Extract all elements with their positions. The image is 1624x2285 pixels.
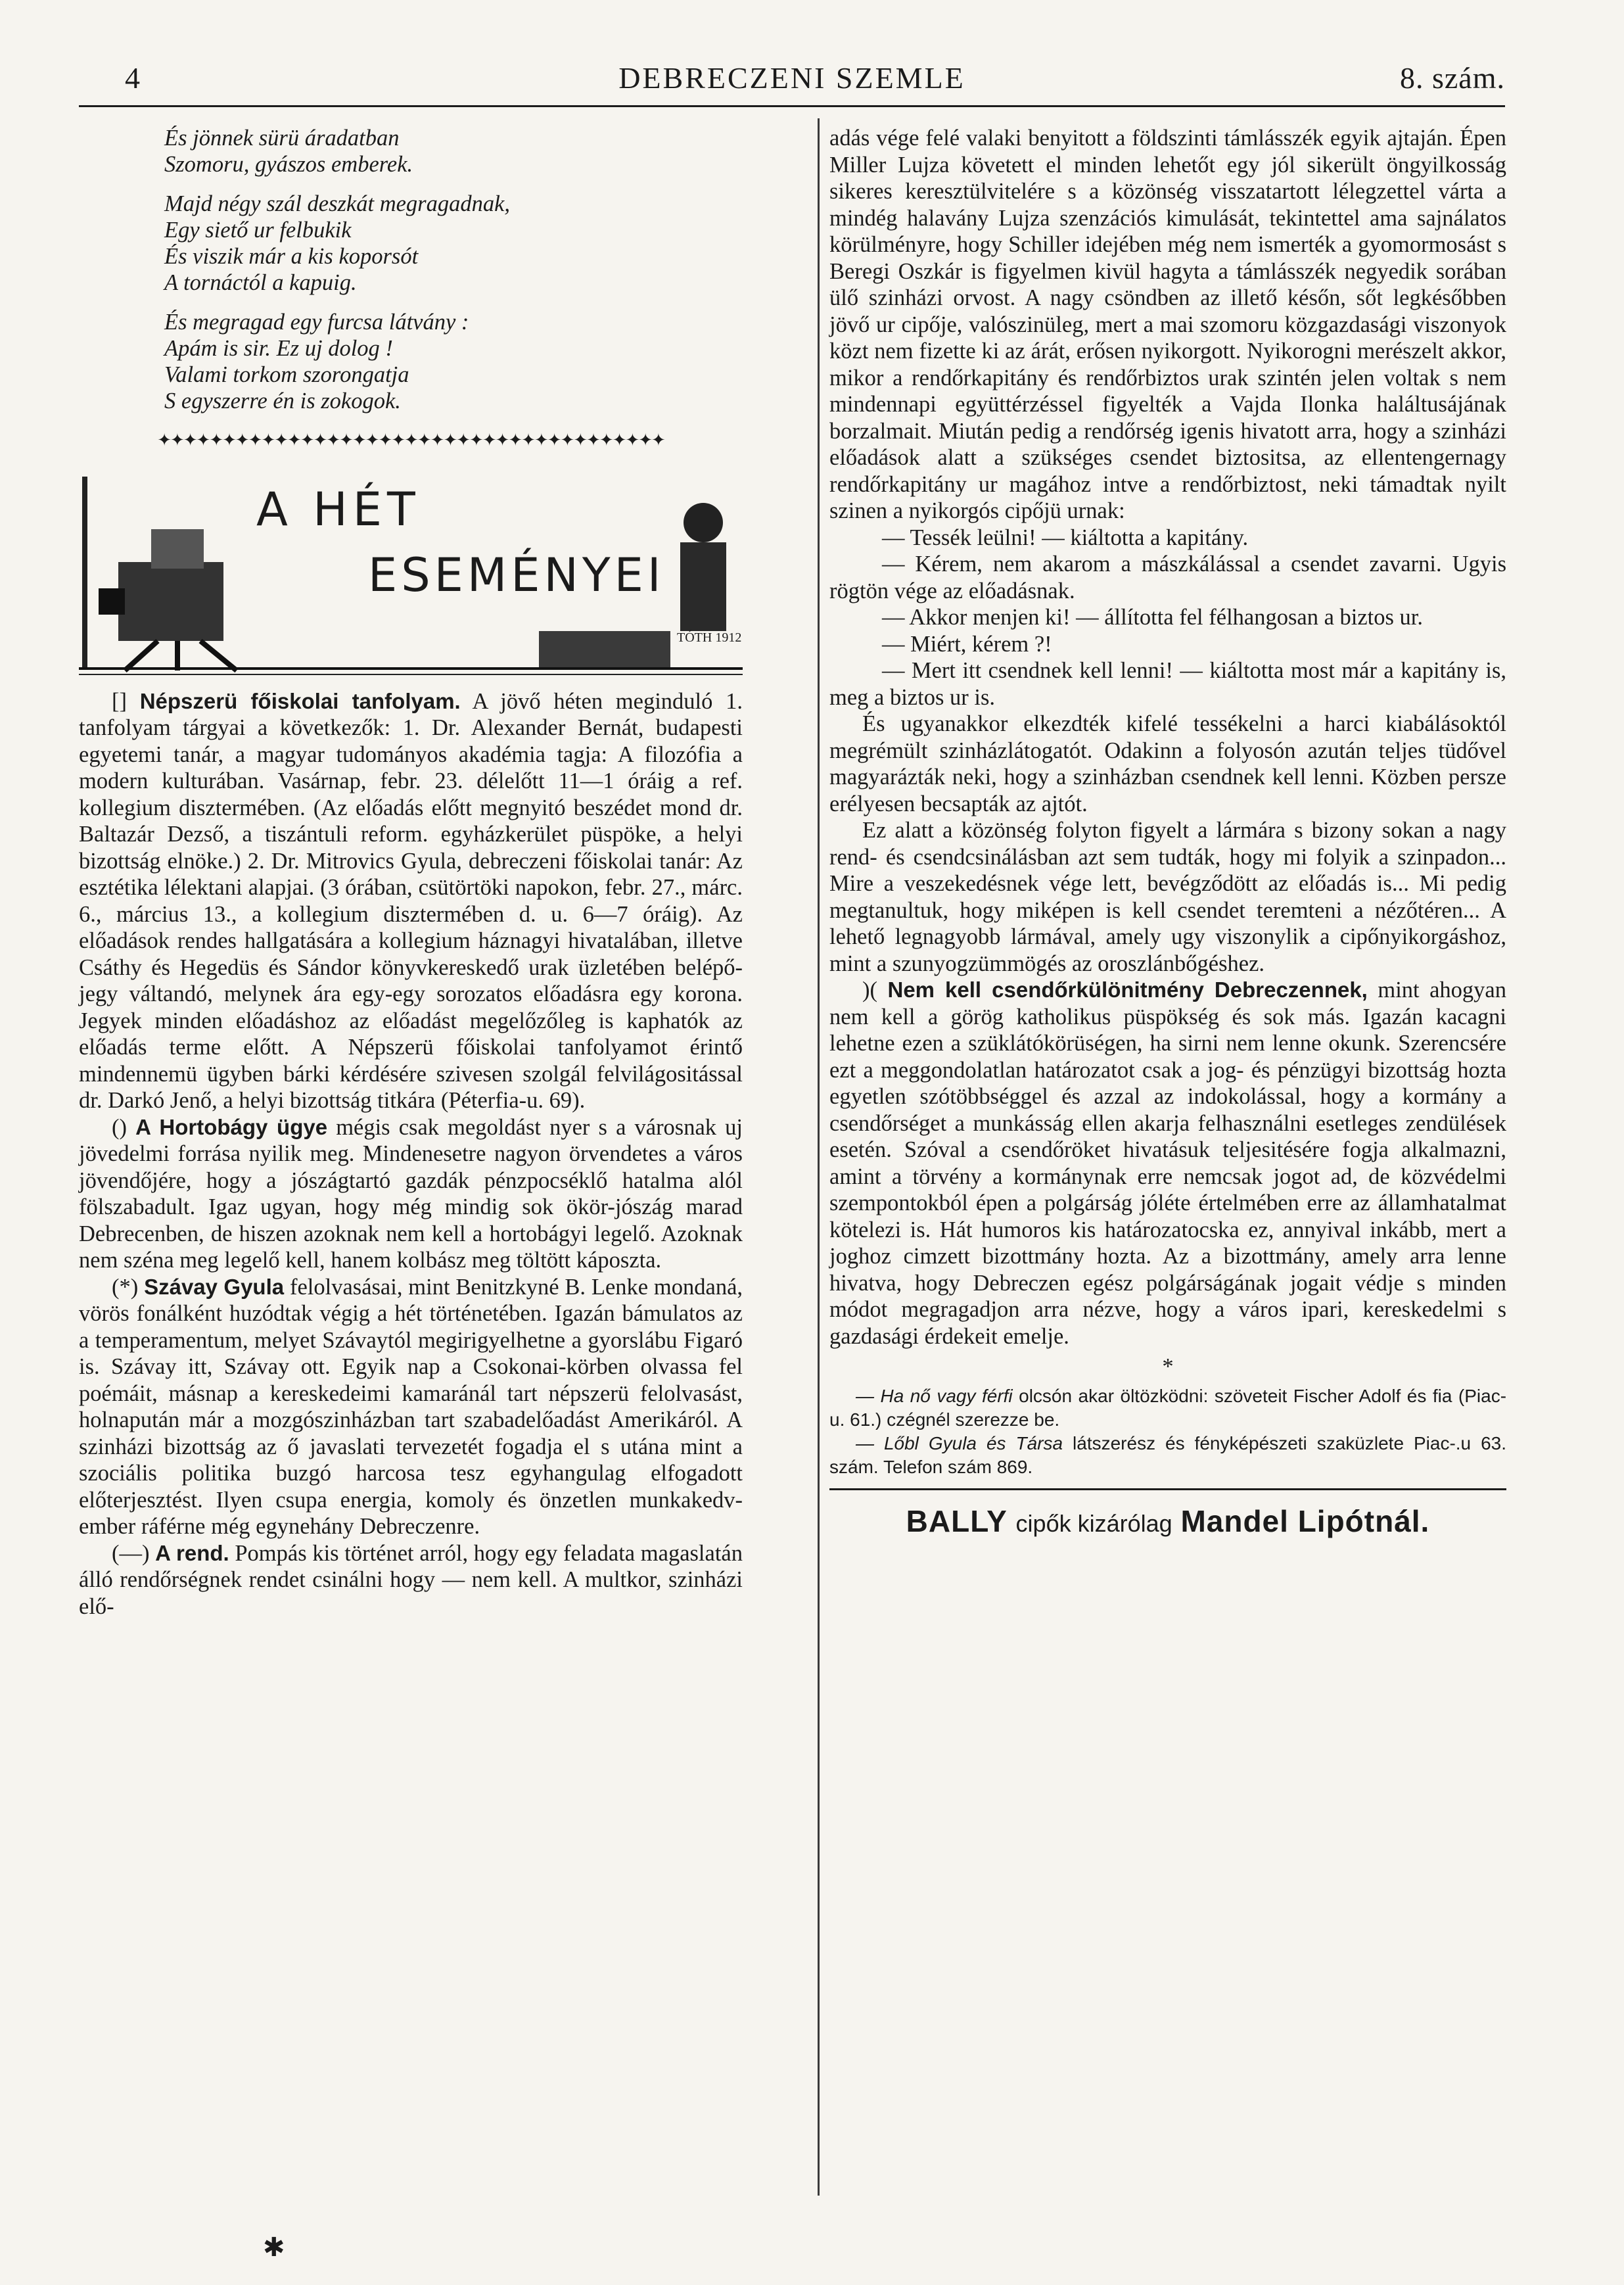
dialog-line: — Miért, kérem ?! — [882, 631, 1052, 657]
dialog-line: — Mert itt csendnek kell lenni! — kiáltotta most már a kapitány is, meg a biztos ur is. — [829, 658, 1506, 710]
ad-body: olcsón akar öltözködni: szöveteit Fischer Adolf és fia (Piac-u. 61.) czégnél szerezze be. — [829, 1385, 1507, 1430]
section-banner — [79, 463, 743, 675]
poem-stanza — [164, 125, 743, 177]
newspaper-title: DEBRECZENI SZEMLE — [618, 61, 965, 95]
bally-text: cipők kizárólag — [1015, 1509, 1172, 1537]
camera-icon — [118, 562, 223, 641]
desk-icon — [539, 631, 670, 667]
issue-number: 8. szám. — [1399, 61, 1505, 95]
article-mark: )( — [862, 978, 877, 1002]
article-body: Pompás kis történet arról, hogy egy feladata magaslatán álló rendőrségnek rendet csinálni hogy — nem kell. A multkor, szinházi elő- — [79, 1540, 743, 1619]
poem-line: És megragad egy furcsa látvány : — [164, 310, 469, 335]
poem-line: S egyszerre én is zokogok. — [164, 389, 401, 413]
left-column — [79, 125, 743, 1620]
paragraph: Ez alatt a közönség folyton figyelt a lármára s bizony sokan a nagy rend- és csendcsinálásban azt sem tudták, hogy mi folyik a szinpadon... Mire a veszekedésnek vége lett, bevégződött az előadás is... Mi pedig megtanultuk, hogy miképen is kell csendet teremteni a nézőtéren... A lehető legnagyobb lármával, amely ugy viszonylik a cipőnyikorgáshoz, mint a szunyogzümmögés az oroszlánbőgéshez. — [829, 818, 1506, 976]
poem-line: Majd négy szál deszkát megragadnak, — [164, 191, 511, 216]
dialog-line: — Tessék leülni! — kiáltotta a kapitány. — [882, 525, 1249, 550]
ad-lead: — Ha nő vagy férfi — [856, 1385, 1013, 1406]
figure-body-icon — [680, 542, 726, 641]
page-number: 4 — [125, 61, 141, 95]
article-mark: [] — [112, 688, 127, 714]
ad-lobl — [829, 1432, 1506, 1479]
poem-stanza — [164, 309, 743, 414]
article-lead: A Hortobágy ügye — [135, 1114, 328, 1139]
article-body: mégis csak megoldást nyer s a városnak uj jövedelmi forrása nyilik meg. Mindenesetre nagyon örvendetes a város jövendőjére, hogy a jószágtartó gazdák pénzpocséklő hatalma alól fölszabadult. Igaz ugyan, hogy még mindig sok ökör-jószág marad Debrecenben, de hiszen azoknak nem kell a hortobágyi legelő. Azoknak nem széna meg legelő kell, hanem kolbász meg töltött káposzta. — [79, 1114, 743, 1273]
ad-bally — [829, 1503, 1506, 1542]
article-mark: (*) — [112, 1274, 139, 1300]
advertisements — [829, 1384, 1506, 1479]
figure-head-icon — [684, 503, 723, 542]
article-lead: A rend. — [155, 1540, 229, 1565]
article-lead: Szávay Gyula — [144, 1274, 285, 1299]
section-star: * — [1162, 1354, 1174, 1379]
poem-line: Valami torkom szorongatja — [164, 362, 409, 387]
ad-body: látszerész és fényképészeti szaküzlete Piac-.u 63. szám. Telefon szám 869. — [829, 1432, 1507, 1477]
article-mark: () — [112, 1114, 127, 1140]
article-lead: Nem kell csendőrkülönitmény Debreczennek, — [887, 978, 1368, 1002]
article-csendor — [829, 977, 1506, 1350]
poem-line: És viszik már a kis koporsót — [164, 244, 419, 269]
page-header — [79, 60, 1505, 106]
article-hortobagy — [79, 1114, 743, 1274]
bally-shop: Mandel Lipótnál. — [1180, 1503, 1430, 1538]
poem-line: És jönnek sürü áradatban — [164, 126, 400, 151]
article-lead: Népszerü főiskolai tanfolyam. — [139, 688, 461, 713]
article-body: mint ahogyan nem kell a görög katholikus püspökség és sok más. Igazán kacagni lehetne ezen a szüklátókörüségen, ha sirni nem lenne okunk. Szerencsére ezt a meggondolatlan határozatot csak a jog- és pénzügyi bizottság hozta egyetlen szótöbbséggel és azzal az indokolással, hogy a kormány a csendőrséget a munkásság ellen akarja felhasználni esetleges zendülések esetén. Szóval a csendőröket hivatásuk teljesitésére fogja alkalmazni, amint a törvény a kormánynak erre nemcsak jogot ad, de közvédelmi szempontokból épen a polgárság jóléte értelmében erre az államhatalmat kötelezi is. Hát humoros kis határozatocska ez, annyival inkább, mert a joghoz cimzett bizottmány hozta. Az a bizottmány, amely arra lenne hivatva, hogy Debreczen egész polgárságának jogait védje s minden módot megragadjon arra nézve, hogy a város ipari, kereskedelmi s gazdasági érdekeit emelje. — [829, 978, 1506, 1349]
printer-mark-icon: ✱ — [263, 2232, 285, 2262]
right-column — [829, 125, 1506, 1542]
paragraph: És ugyanakkor elkezdték kifelé tessékelni a harci kiabálásoktól megrémült szinházlátogatót. Odakinn a folyosón azután teljes tüdővel magyarázták neki, hogy a szinházban csendnek kell lenni. Közben persze erélyesen becsapták az ajtót. — [829, 711, 1506, 816]
illustrator-signature: TÓTH 1912 — [677, 630, 742, 645]
article-mark: (—) — [112, 1540, 150, 1566]
column-divider — [818, 118, 820, 2196]
dialog-line: — Kérem, nem akarom a mászkálással a csendet zavarni. Ugyis rögtön vége az előadásnak. — [829, 552, 1506, 603]
poem-line: Egy siető ur felbukik — [164, 218, 352, 243]
article-szavay — [79, 1274, 743, 1540]
banner-left-border — [82, 477, 87, 667]
header-rule — [79, 105, 1505, 107]
bally-brand: BALLY — [906, 1503, 1008, 1538]
poem-stanza — [164, 191, 743, 296]
poem — [164, 125, 743, 414]
ad-rule — [829, 1488, 1506, 1490]
article-body: A jövő héten meginduló 1. tanfolyam tárgyai a következők: 1. Dr. Alexander Bernát, budapesti egyetemi tanár, a magyar tudományos akadémia tagja: A filozófia a modern kulturában. Vasárnap, febr. 23. délelőtt 11—1 óráig a ref. kollegium disztermében. (Az előadás előtt megnyitó beszédet mond dr. Baltazár Dezső, a tiszántuli reform. egyházkerület püspöke, a helyi bizottság elnöke.) 2. Dr. Mitrovics Gyula, debreczeni főiskolai tanár: Az esztétika lélektani alapjai. (3 órában, csütörtöki napokon, febr. 27., márc. 6., március 13., a kollegium disztermében d. u. 6—7 óráig). Az előadások rendes hallgatására a kollegium háznagyi hivatalában, illetve Csáthy és Hegedüs és Sándor könyvkereskedő urak üzletében belépő-jegy váltandó, melynek ára egy-egy sorozatos előadásra egy korona. Jegyek minden előadáshoz az előadást megelőzőleg is kaphatók az előadás terme előtt. A Népszerü főiskolai tanfolyamot érintő mindennemü ügyben bárki kérdésére szivesen szolgál felvilágositással dr. Darkó Jenő, a helyi bizottság titkára (Péterfia-u. 69). — [79, 688, 743, 1113]
ad-lead: — Lőbl Gyula és Társa — [856, 1432, 1063, 1453]
poem-line: Szomoru, gyászos emberek. — [164, 152, 413, 177]
ornament-rule: ✦✦✦✦✦✦✦✦✦✦✦✦✦✦✦✦✦✦✦✦✦✦✦✦✦✦✦✦✦✦✦✦✦✦✦✦✦✦✦ — [157, 431, 664, 450]
article-body: felolvasásai, mint Benitzkyné B. Lenke mondaná, vörös fonálként huzódtak végig a hét történetében. Igazán bámulatos az a temperamentum, melyet Szávaytól megirigyelhetne a gyorslábu Figaró is. Szávay itt, Szávay ott. Egyik nap a Csokonai-körben olvassa fel poémáit, másnap a kereskedeimi kamaránál tart népszerü felolvasást, holnapután már a mozgószinházban tart szabadelőadást Amerikáról. A szinházi bizottság az ő javaslati tervezetét fogadja el s utána mint a szociális politika buzgó harcosa tesz egyhangulag elfogadott előterjesztést. Ilyen csupa energia, komoly és önzetlen munkakedv-ember ráférne még egynehány Debreczenre. — [79, 1274, 743, 1539]
article-course — [79, 688, 743, 1114]
banner-title-line2: ESEMÉNYEI — [368, 548, 665, 602]
ad-fischer — [829, 1384, 1506, 1432]
poem-line: A tornáctól a kapuig. — [164, 270, 357, 295]
poem-line: Apám is sir. Ez uj dolog ! — [164, 336, 393, 361]
banner-title-line1: A HÉT — [256, 482, 421, 536]
article-rend — [79, 1540, 743, 1620]
article-rend-continued: adás vége felé valaki benyitott a földszinti támlásszék egyik ajtaján. Épen Miller Lujza követett el minden lehetőt egy jól sikerült öngyilkosság sikeres keresztülvitelére s a közönség visszatartott lélegzettel várta a mindég halavány Lujza szenzációs kimulását, tekintettel ama sajnálatos körülményre, hogy Schiller idejében még nem ismerték a gyomormosást s Beregi Oszkár is figyelmen kivül hagyta a támlásszék negyedik sorában ülő szinházi orvost. A nagy csöndben az illető későn, sőt legkésőbben jövő ur cipője, valószinüleg, mert a mai szomoru közgazdasági viszonyok közt nem fizette ki az árát, erősen nyikorgott. Nyikorogni merészelt akkor, mikor a rendőrkapitány és rendőrbiztos urak szintén jelen voltak s nem mindennapi együttérzéssel figyelték a Vajda Ilonka haláltusájának borzalmait. Miután pedig a rendőrség igenis hivatott arra, hogy a szinházi előadások alatt a szükséges csendet biztositsa, az ellentengernagy rendőrkapitány ur magához intve a rendőrbiztost, neki támadtak nyilt szinen a nyikorgós cipőjü urnak: — [829, 126, 1506, 523]
dialog-line: — Akkor menjen ki! — állította fel félhangosan a biztos ur. — [882, 605, 1424, 630]
